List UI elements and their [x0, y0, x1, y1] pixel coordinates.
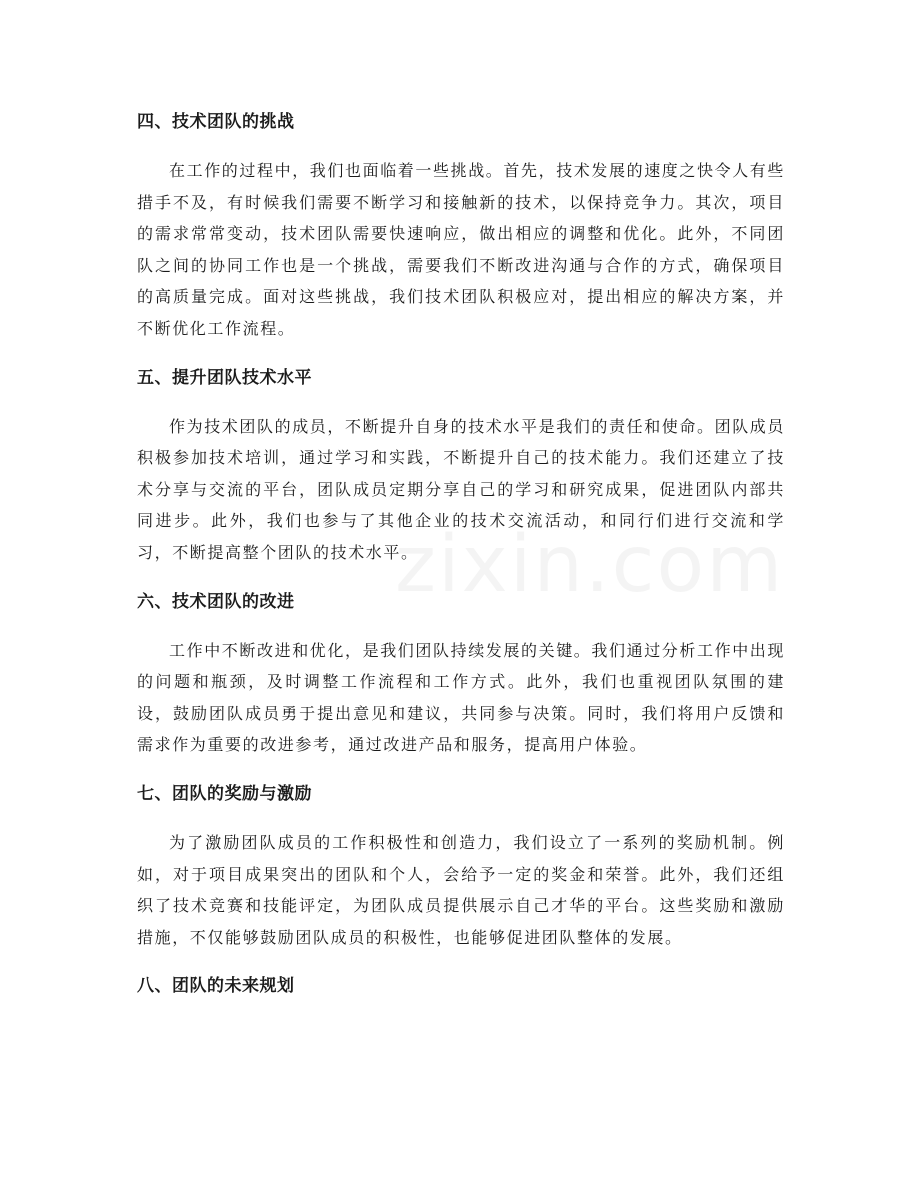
section-paragraph-4: 在工作的过程中，我们也面临着一些挑战。首先，技术发展的速度之快令人有些措手不及，有时候我们需要不断学习和接触新的技术，以保持竞争力。其次，项目的需求常常变动，技术团队需要快速响应，做出相应的调整和优化。此外，不同团队之间的协同工作也是一个挑战，需要我们不断改进沟通与合作的方式，确保项目的高质量完成。面对这些挑战，我们技术团队积极应对，提出相应的解决方案，并不断优化工作流程。: [137, 161, 786, 338]
section-heading-7: 七、团队的奖励与激励: [137, 783, 312, 804]
section-paragraph-5: 作为技术团队的成员，不断提升自身的技术水平是我们的责任和使命。团队成员积极参加技术培训，通过学习和实践，不断提升自己的技术能力。我们还建立了技术分享与交流的平台，团队成员定期分享自己的学习和研究成果，促进团队内部共同进步。此外，我们也参与了其他企业的技术交流活动，和同行们进行交流和学习，不断提高整个团队的技术水平。: [137, 416, 786, 562]
section-heading-4: 四、技术团队的挑战: [137, 112, 295, 132]
document-body: [137, 106, 785, 1019]
section-heading-6: 六、技术团队的改进: [137, 591, 295, 612]
section-paragraph-6: 工作中不断改进和优化，是我们团队持续发展的关键。我们通过分析工作中出现的问题和瓶颈，及时调整工作流程和工作方式。此外，我们也重视团队氛围的建设，鼓励团队成员勇于提出意见和建议，共同参与决策。同时，我们将用户反馈和需求作为重要的改进参考，通过改进产品和服务，提高用户体验。: [137, 640, 786, 755]
section-paragraph-7: 为了激励团队成员的工作积极性和创造力，我们设立了一系列的奖励机制。例如，对于项目成果突出的团队和个人，会给予一定的奖金和荣誉。此外，我们还组织了技术竞赛和技能评定，为团队成员提供展示自己才华的平台。这些奖励和激励措施，不仅能够鼓励团队成员的积极性，也能够促进团队整体的发展。: [137, 832, 785, 947]
section-heading-5: 五、提升团队技术水平: [137, 367, 312, 388]
section-heading-8: 八、团队的未来规划: [137, 976, 295, 997]
